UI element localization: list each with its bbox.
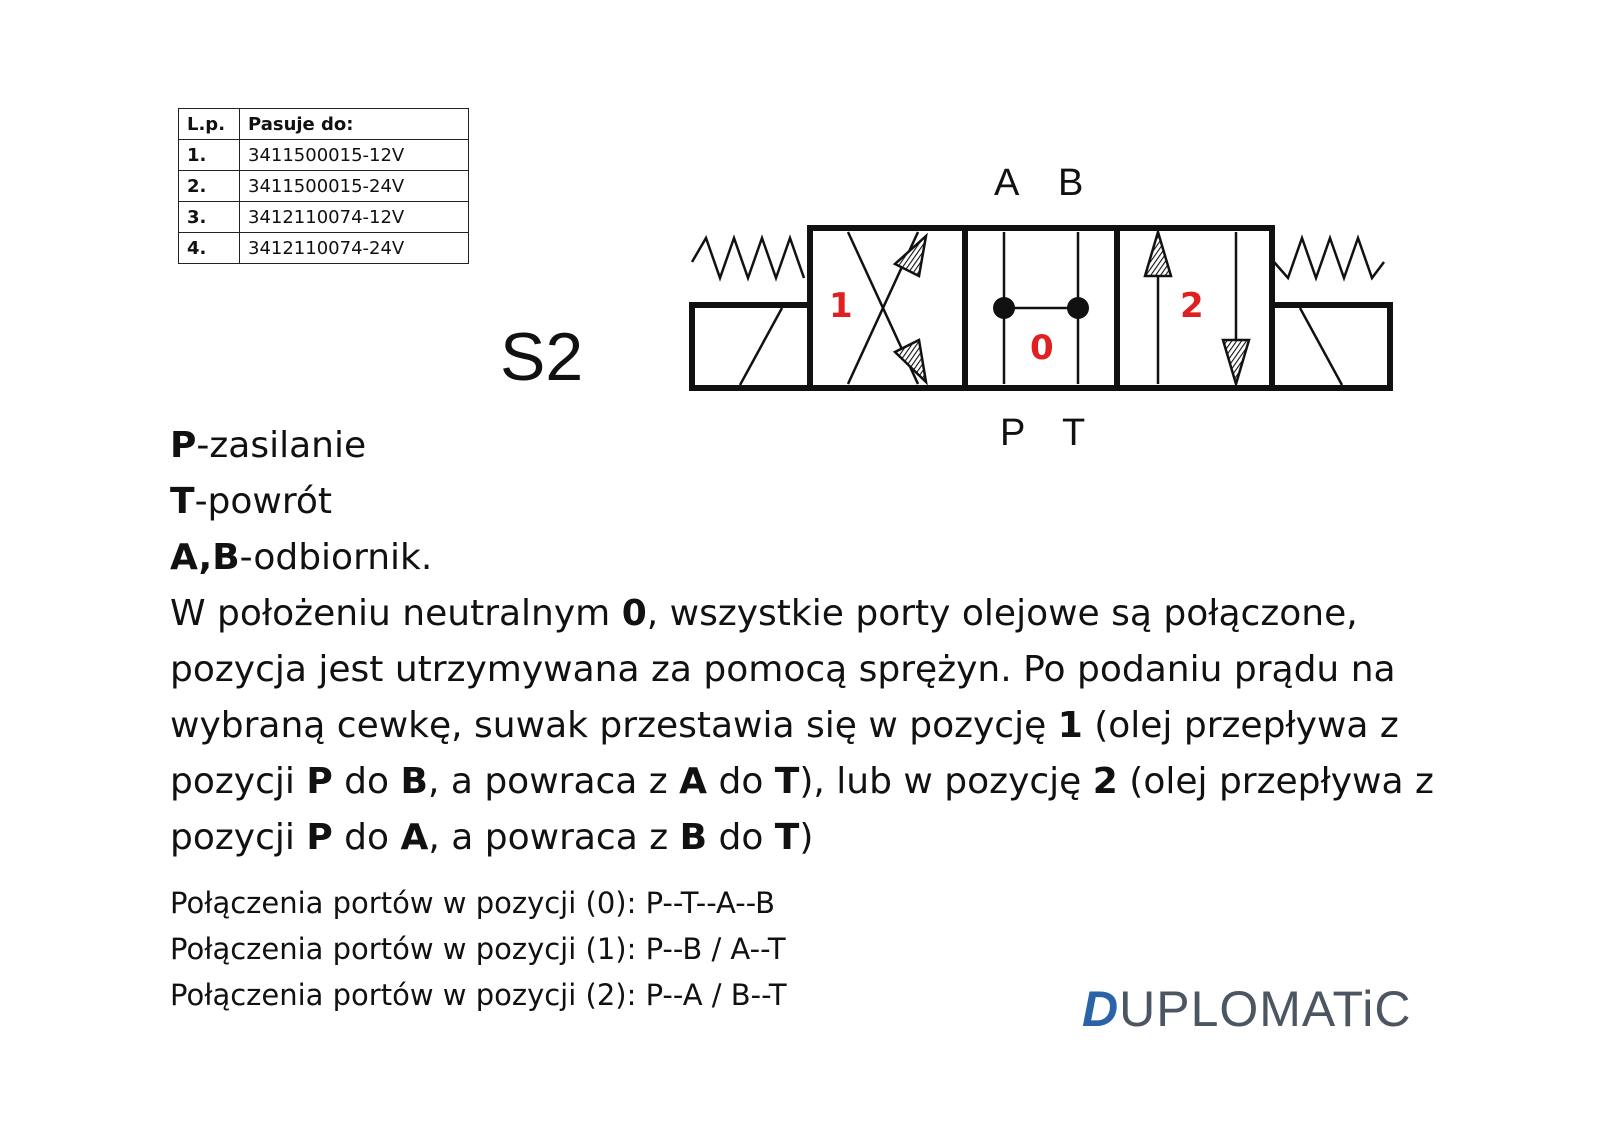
- description-emphasis: 2: [1092, 761, 1118, 802]
- legend-description: -odbiornik.: [239, 537, 433, 578]
- valve-schematic: [0, 0, 1600, 460]
- description-emphasis: 1: [1057, 705, 1083, 746]
- left-spring: [692, 238, 804, 278]
- position-label-2: 2: [1180, 286, 1204, 326]
- description-emphasis: B: [679, 817, 708, 858]
- duplomatic-logo: [1082, 980, 1411, 1038]
- description-text: , a powraca z: [428, 817, 680, 858]
- header-fits: Pasuje do:: [240, 109, 469, 140]
- position-label-0: 0: [1030, 328, 1054, 368]
- row-number: 2.: [179, 171, 240, 202]
- port-legend: [170, 418, 432, 586]
- row-part-number: 3411500015-24V: [240, 171, 469, 202]
- description-emphasis: T: [774, 761, 800, 802]
- description-text: ), lub w pozycję: [799, 761, 1093, 802]
- legend-port: T: [170, 481, 195, 522]
- position-label-1: 1: [829, 286, 853, 326]
- description-emphasis: T: [774, 817, 800, 858]
- description-text: do: [332, 817, 401, 858]
- legend-port: P: [170, 425, 197, 466]
- right-solenoid-icon: [1272, 305, 1390, 388]
- description-text: W położeniu neutralnym: [170, 593, 622, 634]
- legend-item: [170, 418, 432, 474]
- description-text: (olej przepływa z pozycji: [170, 761, 1434, 858]
- legend-item: [170, 530, 432, 586]
- description-paragraph: [170, 586, 1460, 866]
- header-lp: L.p.: [179, 109, 240, 140]
- legend-description: -zasilanie: [196, 425, 367, 466]
- connection-line: Połączenia portów w pozycji (0): P--T--A--B: [170, 886, 776, 920]
- legend-port: A,B: [170, 537, 240, 578]
- description-emphasis: A: [679, 761, 708, 802]
- logo-text: UPLOMATiC: [1119, 981, 1412, 1037]
- port-label-a: A: [994, 162, 1020, 204]
- row-number: 1.: [179, 140, 240, 171]
- row-part-number: 3412110074-24V: [240, 233, 469, 264]
- description-text: , a powraca z: [427, 761, 680, 802]
- connection-line: Połączenia portów w pozycji (2): P--A / B--T: [170, 978, 787, 1012]
- description-emphasis: A: [400, 817, 429, 858]
- right-spring: [1274, 238, 1384, 278]
- left-solenoid-icon: [692, 305, 810, 388]
- description-text: ): [799, 817, 814, 858]
- port-connections: [170, 880, 787, 1018]
- legend-description: -powrót: [194, 481, 333, 522]
- description-emphasis: P: [306, 761, 333, 802]
- model-code: S2: [500, 319, 584, 395]
- port-label-t: T: [1062, 412, 1086, 454]
- row-number: 3.: [179, 202, 240, 233]
- port-label-p: P: [1000, 412, 1026, 454]
- description-emphasis: B: [400, 761, 428, 802]
- description-text: do: [707, 761, 775, 802]
- description-text: do: [707, 817, 775, 858]
- row-part-number: 3411500015-12V: [240, 140, 469, 171]
- description-text: , wszystkie porty olejowe są połączone, pozycja jest utrzymywana za pomocą sprężyn. Po podaniu prądu na wybraną cewkę, suwak przestawia się w pozycję: [170, 593, 1396, 746]
- port-label-b: B: [1058, 162, 1084, 204]
- row-part-number: 3412110074-12V: [240, 202, 469, 233]
- description-text: (olej przepływa z pozycji: [170, 705, 1399, 802]
- legend-item: [170, 474, 432, 530]
- connection-line: Połączenia portów w pozycji (1): P--B / A--T: [170, 932, 786, 966]
- description-emphasis: P: [306, 817, 333, 858]
- logo-initial: D: [1082, 981, 1120, 1037]
- description-text: do: [332, 761, 401, 802]
- description-emphasis: 0: [621, 593, 647, 634]
- position-1-flow-arrows: [848, 232, 926, 384]
- row-number: 4.: [179, 233, 240, 264]
